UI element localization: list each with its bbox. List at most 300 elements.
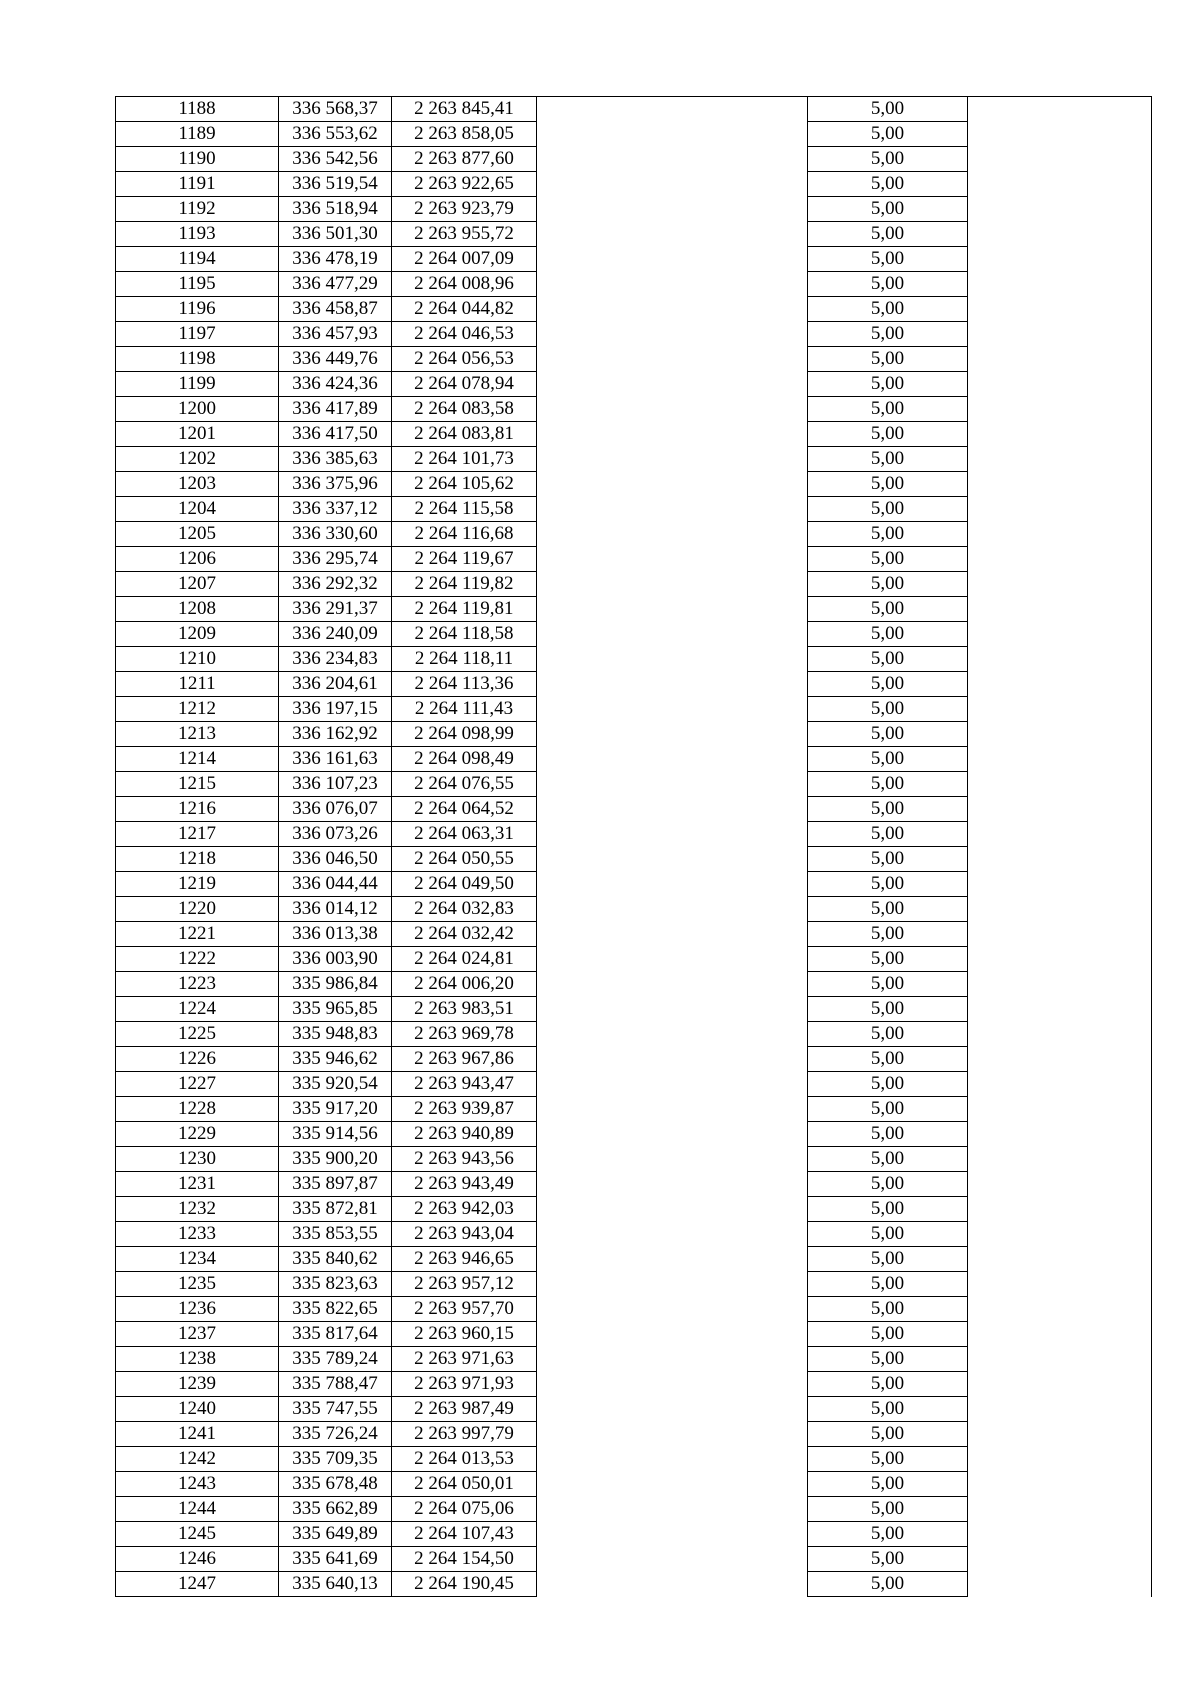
note-cell: [968, 397, 1152, 422]
description-cell: [537, 897, 808, 922]
note-cell: [968, 722, 1152, 747]
x-coordinate-cell: 336 073,26: [279, 822, 392, 847]
note-cell: [968, 522, 1152, 547]
accuracy-cell: 5,00: [808, 1047, 968, 1072]
accuracy-cell: 5,00: [808, 397, 968, 422]
x-coordinate-cell: 336 519,54: [279, 172, 392, 197]
table-row: [116, 1397, 1152, 1422]
y-coordinate-cell: 2 263 960,15: [392, 1322, 537, 1347]
x-coordinate-cell: 336 046,50: [279, 847, 392, 872]
table-row: [116, 1047, 1152, 1072]
table-row: [116, 1322, 1152, 1347]
accuracy-cell: 5,00: [808, 297, 968, 322]
note-cell: [968, 1572, 1152, 1597]
y-coordinate-cell: 2 264 050,01: [392, 1472, 537, 1497]
y-coordinate-cell: 2 264 063,31: [392, 822, 537, 847]
table-row: [116, 1572, 1152, 1597]
y-coordinate-cell: 2 264 024,81: [392, 947, 537, 972]
table-row: [116, 847, 1152, 872]
y-coordinate-cell: 2 264 083,58: [392, 397, 537, 422]
note-cell: [968, 422, 1152, 447]
x-coordinate-cell: 336 375,96: [279, 472, 392, 497]
x-coordinate-cell: 335 872,81: [279, 1197, 392, 1222]
coordinates-table: [115, 96, 1152, 1597]
note-cell: [968, 697, 1152, 722]
description-cell: [537, 697, 808, 722]
y-coordinate-cell: 2 264 007,09: [392, 247, 537, 272]
point-number-cell: 1214: [116, 747, 279, 772]
point-number-cell: 1218: [116, 847, 279, 872]
y-coordinate-cell: 2 263 942,03: [392, 1197, 537, 1222]
table-row: [116, 1072, 1152, 1097]
accuracy-cell: 5,00: [808, 347, 968, 372]
note-cell: [968, 1297, 1152, 1322]
point-number-cell: 1200: [116, 397, 279, 422]
table-row: [116, 1472, 1152, 1497]
description-cell: [537, 522, 808, 547]
table-row: [116, 97, 1152, 122]
accuracy-cell: 5,00: [808, 772, 968, 797]
x-coordinate-cell: 336 449,76: [279, 347, 392, 372]
note-cell: [968, 1147, 1152, 1172]
table-row: [116, 322, 1152, 347]
table-row: [116, 597, 1152, 622]
note-cell: [968, 547, 1152, 572]
note-cell: [968, 1322, 1152, 1347]
accuracy-cell: 5,00: [808, 472, 968, 497]
note-cell: [968, 1172, 1152, 1197]
y-coordinate-cell: 2 264 050,55: [392, 847, 537, 872]
x-coordinate-cell: 335 917,20: [279, 1097, 392, 1122]
table-row: [116, 772, 1152, 797]
table-row: [116, 122, 1152, 147]
x-coordinate-cell: 336 044,44: [279, 872, 392, 897]
table-row: [116, 247, 1152, 272]
point-number-cell: 1215: [116, 772, 279, 797]
y-coordinate-cell: 2 263 957,12: [392, 1272, 537, 1297]
accuracy-cell: 5,00: [808, 1422, 968, 1447]
accuracy-cell: 5,00: [808, 222, 968, 247]
document-page: [115, 96, 1151, 1597]
point-number-cell: 1206: [116, 547, 279, 572]
x-coordinate-cell: 335 789,24: [279, 1347, 392, 1372]
y-coordinate-cell: 2 264 078,94: [392, 372, 537, 397]
y-coordinate-cell: 2 264 049,50: [392, 872, 537, 897]
x-coordinate-cell: 336 162,92: [279, 722, 392, 747]
x-coordinate-cell: 336 292,32: [279, 572, 392, 597]
y-coordinate-cell: 2 263 877,60: [392, 147, 537, 172]
table-row: [116, 497, 1152, 522]
x-coordinate-cell: 335 640,13: [279, 1572, 392, 1597]
y-coordinate-cell: 2 263 957,70: [392, 1297, 537, 1322]
x-coordinate-cell: 335 965,85: [279, 997, 392, 1022]
description-cell: [537, 597, 808, 622]
accuracy-cell: 5,00: [808, 1247, 968, 1272]
description-cell: [537, 322, 808, 347]
accuracy-cell: 5,00: [808, 1447, 968, 1472]
description-cell: [537, 372, 808, 397]
description-cell: [537, 1397, 808, 1422]
table-row: [116, 1022, 1152, 1047]
description-cell: [537, 1222, 808, 1247]
point-number-cell: 1193: [116, 222, 279, 247]
table-row: [116, 397, 1152, 422]
note-cell: [968, 1122, 1152, 1147]
table-row: [116, 1422, 1152, 1447]
table-row: [116, 1447, 1152, 1472]
table-row: [116, 297, 1152, 322]
accuracy-cell: 5,00: [808, 372, 968, 397]
y-coordinate-cell: 2 263 943,04: [392, 1222, 537, 1247]
description-cell: [537, 797, 808, 822]
note-cell: [968, 197, 1152, 222]
accuracy-cell: 5,00: [808, 1497, 968, 1522]
description-cell: [537, 1172, 808, 1197]
description-cell: [537, 1272, 808, 1297]
table-row: [116, 947, 1152, 972]
note-cell: [968, 872, 1152, 897]
y-coordinate-cell: 2 263 955,72: [392, 222, 537, 247]
note-cell: [968, 122, 1152, 147]
description-cell: [537, 422, 808, 447]
point-number-cell: 1228: [116, 1097, 279, 1122]
x-coordinate-cell: 336 014,12: [279, 897, 392, 922]
table-row: [116, 372, 1152, 397]
note-cell: [968, 597, 1152, 622]
note-cell: [968, 1197, 1152, 1222]
description-cell: [537, 1322, 808, 1347]
accuracy-cell: 5,00: [808, 547, 968, 572]
description-cell: [537, 297, 808, 322]
description-cell: [537, 1347, 808, 1372]
description-cell: [537, 1472, 808, 1497]
description-cell: [537, 347, 808, 372]
description-cell: [537, 647, 808, 672]
y-coordinate-cell: 2 264 083,81: [392, 422, 537, 447]
table-row: [116, 622, 1152, 647]
x-coordinate-cell: 335 641,69: [279, 1547, 392, 1572]
accuracy-cell: 5,00: [808, 447, 968, 472]
x-coordinate-cell: 335 840,62: [279, 1247, 392, 1272]
note-cell: [968, 1497, 1152, 1522]
x-coordinate-cell: 335 897,87: [279, 1172, 392, 1197]
description-cell: [537, 1522, 808, 1547]
point-number-cell: 1217: [116, 822, 279, 847]
point-number-cell: 1197: [116, 322, 279, 347]
y-coordinate-cell: 2 264 098,49: [392, 747, 537, 772]
description-cell: [537, 447, 808, 472]
accuracy-cell: 5,00: [808, 197, 968, 222]
accuracy-cell: 5,00: [808, 972, 968, 997]
accuracy-cell: 5,00: [808, 1197, 968, 1222]
accuracy-cell: 5,00: [808, 1072, 968, 1097]
description-cell: [537, 872, 808, 897]
y-coordinate-cell: 2 264 064,52: [392, 797, 537, 822]
x-coordinate-cell: 336 337,12: [279, 497, 392, 522]
y-coordinate-cell: 2 263 983,51: [392, 997, 537, 1022]
table-row: [116, 1547, 1152, 1572]
y-coordinate-cell: 2 264 075,06: [392, 1497, 537, 1522]
y-coordinate-cell: 2 264 056,53: [392, 347, 537, 372]
x-coordinate-cell: 336 013,38: [279, 922, 392, 947]
point-number-cell: 1240: [116, 1397, 279, 1422]
note-cell: [968, 372, 1152, 397]
table-row: [116, 997, 1152, 1022]
accuracy-cell: 5,00: [808, 522, 968, 547]
description-cell: [537, 1122, 808, 1147]
note-cell: [968, 1272, 1152, 1297]
note-cell: [968, 922, 1152, 947]
point-number-cell: 1235: [116, 1272, 279, 1297]
description-cell: [537, 747, 808, 772]
table-row: [116, 922, 1152, 947]
x-coordinate-cell: 336 457,93: [279, 322, 392, 347]
description-cell: [537, 272, 808, 297]
note-cell: [968, 1372, 1152, 1397]
y-coordinate-cell: 2 264 118,58: [392, 622, 537, 647]
accuracy-cell: 5,00: [808, 1147, 968, 1172]
x-coordinate-cell: 336 003,90: [279, 947, 392, 972]
accuracy-cell: 5,00: [808, 1272, 968, 1297]
description-cell: [537, 147, 808, 172]
note-cell: [968, 647, 1152, 672]
x-coordinate-cell: 335 726,24: [279, 1422, 392, 1447]
note-cell: [968, 1047, 1152, 1072]
note-cell: [968, 97, 1152, 122]
x-coordinate-cell: 335 948,83: [279, 1022, 392, 1047]
x-coordinate-cell: 336 161,63: [279, 747, 392, 772]
x-coordinate-cell: 336 330,60: [279, 522, 392, 547]
point-number-cell: 1196: [116, 297, 279, 322]
x-coordinate-cell: 336 295,74: [279, 547, 392, 572]
table-row: [116, 972, 1152, 997]
x-coordinate-cell: 335 900,20: [279, 1147, 392, 1172]
y-coordinate-cell: 2 264 119,82: [392, 572, 537, 597]
point-number-cell: 1242: [116, 1447, 279, 1472]
description-cell: [537, 172, 808, 197]
y-coordinate-cell: 2 264 113,36: [392, 672, 537, 697]
accuracy-cell: 5,00: [808, 272, 968, 297]
point-number-cell: 1224: [116, 997, 279, 1022]
point-number-cell: 1207: [116, 572, 279, 597]
table-row: [116, 472, 1152, 497]
table-row: [116, 1097, 1152, 1122]
y-coordinate-cell: 2 263 939,87: [392, 1097, 537, 1122]
table-row: [116, 1222, 1152, 1247]
point-number-cell: 1241: [116, 1422, 279, 1447]
y-coordinate-cell: 2 264 154,50: [392, 1547, 537, 1572]
table-row: [116, 1147, 1152, 1172]
y-coordinate-cell: 2 263 923,79: [392, 197, 537, 222]
point-number-cell: 1199: [116, 372, 279, 397]
point-number-cell: 1237: [116, 1322, 279, 1347]
note-cell: [968, 322, 1152, 347]
note-cell: [968, 472, 1152, 497]
accuracy-cell: 5,00: [808, 747, 968, 772]
point-number-cell: 1211: [116, 672, 279, 697]
table-row: [116, 747, 1152, 772]
accuracy-cell: 5,00: [808, 1222, 968, 1247]
description-cell: [537, 122, 808, 147]
y-coordinate-cell: 2 264 119,81: [392, 597, 537, 622]
note-cell: [968, 572, 1152, 597]
description-cell: [537, 1197, 808, 1222]
note-cell: [968, 1397, 1152, 1422]
coordinates-table-body: [116, 97, 1152, 1597]
note-cell: [968, 1547, 1152, 1572]
point-number-cell: 1210: [116, 647, 279, 672]
note-cell: [968, 1022, 1152, 1047]
x-coordinate-cell: 335 649,89: [279, 1522, 392, 1547]
note-cell: [968, 897, 1152, 922]
accuracy-cell: 5,00: [808, 697, 968, 722]
table-row: [116, 1172, 1152, 1197]
accuracy-cell: 5,00: [808, 947, 968, 972]
description-cell: [537, 672, 808, 697]
point-number-cell: 1204: [116, 497, 279, 522]
note-cell: [968, 947, 1152, 972]
description-cell: [537, 772, 808, 797]
y-coordinate-cell: 2 264 101,73: [392, 447, 537, 472]
x-coordinate-cell: 336 518,94: [279, 197, 392, 222]
accuracy-cell: 5,00: [808, 622, 968, 647]
x-coordinate-cell: 336 568,37: [279, 97, 392, 122]
point-number-cell: 1192: [116, 197, 279, 222]
accuracy-cell: 5,00: [808, 1297, 968, 1322]
accuracy-cell: 5,00: [808, 897, 968, 922]
x-coordinate-cell: 336 240,09: [279, 622, 392, 647]
table-row: [116, 547, 1152, 572]
accuracy-cell: 5,00: [808, 1547, 968, 1572]
point-number-cell: 1243: [116, 1472, 279, 1497]
y-coordinate-cell: 2 263 845,41: [392, 97, 537, 122]
accuracy-cell: 5,00: [808, 1172, 968, 1197]
y-coordinate-cell: 2 264 032,42: [392, 922, 537, 947]
point-number-cell: 1212: [116, 697, 279, 722]
note-cell: [968, 972, 1152, 997]
table-row: [116, 1122, 1152, 1147]
note-cell: [968, 1472, 1152, 1497]
point-number-cell: 1230: [116, 1147, 279, 1172]
table-row: [116, 1497, 1152, 1522]
y-coordinate-cell: 2 264 119,67: [392, 547, 537, 572]
y-coordinate-cell: 2 264 044,82: [392, 297, 537, 322]
description-cell: [537, 1372, 808, 1397]
description-cell: [537, 972, 808, 997]
x-coordinate-cell: 336 553,62: [279, 122, 392, 147]
x-coordinate-cell: 336 385,63: [279, 447, 392, 472]
x-coordinate-cell: 336 501,30: [279, 222, 392, 247]
point-number-cell: 1201: [116, 422, 279, 447]
table-row: [116, 447, 1152, 472]
description-cell: [537, 1447, 808, 1472]
y-coordinate-cell: 2 263 971,93: [392, 1372, 537, 1397]
y-coordinate-cell: 2 264 116,68: [392, 522, 537, 547]
accuracy-cell: 5,00: [808, 1097, 968, 1122]
description-cell: [537, 722, 808, 747]
x-coordinate-cell: 335 986,84: [279, 972, 392, 997]
accuracy-cell: 5,00: [808, 97, 968, 122]
description-cell: [537, 97, 808, 122]
point-number-cell: 1239: [116, 1372, 279, 1397]
note-cell: [968, 222, 1152, 247]
table-row: [116, 1347, 1152, 1372]
note-cell: [968, 797, 1152, 822]
y-coordinate-cell: 2 263 969,78: [392, 1022, 537, 1047]
y-coordinate-cell: 2 264 118,11: [392, 647, 537, 672]
accuracy-cell: 5,00: [808, 872, 968, 897]
x-coordinate-cell: 336 458,87: [279, 297, 392, 322]
table-row: [116, 272, 1152, 297]
table-row: [116, 347, 1152, 372]
point-number-cell: 1191: [116, 172, 279, 197]
accuracy-cell: 5,00: [808, 572, 968, 597]
table-row: [116, 1522, 1152, 1547]
accuracy-cell: 5,00: [808, 147, 968, 172]
point-number-cell: 1229: [116, 1122, 279, 1147]
accuracy-cell: 5,00: [808, 422, 968, 447]
description-cell: [537, 1072, 808, 1097]
x-coordinate-cell: 336 417,50: [279, 422, 392, 447]
y-coordinate-cell: 2 264 098,99: [392, 722, 537, 747]
description-cell: [537, 997, 808, 1022]
point-number-cell: 1247: [116, 1572, 279, 1597]
accuracy-cell: 5,00: [808, 322, 968, 347]
table-row: [116, 1197, 1152, 1222]
x-coordinate-cell: 335 853,55: [279, 1222, 392, 1247]
y-coordinate-cell: 2 263 946,65: [392, 1247, 537, 1272]
description-cell: [537, 1572, 808, 1597]
point-number-cell: 1205: [116, 522, 279, 547]
note-cell: [968, 1097, 1152, 1122]
accuracy-cell: 5,00: [808, 672, 968, 697]
accuracy-cell: 5,00: [808, 597, 968, 622]
point-number-cell: 1221: [116, 922, 279, 947]
accuracy-cell: 5,00: [808, 172, 968, 197]
point-number-cell: 1244: [116, 1497, 279, 1522]
x-coordinate-cell: 336 478,19: [279, 247, 392, 272]
note-cell: [968, 1072, 1152, 1097]
point-number-cell: 1194: [116, 247, 279, 272]
note-cell: [968, 1422, 1152, 1447]
accuracy-cell: 5,00: [808, 1397, 968, 1422]
accuracy-cell: 5,00: [808, 647, 968, 672]
x-coordinate-cell: 335 788,47: [279, 1372, 392, 1397]
table-row: [116, 822, 1152, 847]
point-number-cell: 1189: [116, 122, 279, 147]
accuracy-cell: 5,00: [808, 247, 968, 272]
description-cell: [537, 922, 808, 947]
table-row: [116, 1297, 1152, 1322]
y-coordinate-cell: 2 264 046,53: [392, 322, 537, 347]
point-number-cell: 1202: [116, 447, 279, 472]
description-cell: [537, 1097, 808, 1122]
x-coordinate-cell: 336 417,89: [279, 397, 392, 422]
accuracy-cell: 5,00: [808, 922, 968, 947]
accuracy-cell: 5,00: [808, 122, 968, 147]
point-number-cell: 1226: [116, 1047, 279, 1072]
note-cell: [968, 1347, 1152, 1372]
point-number-cell: 1208: [116, 597, 279, 622]
table-row: [116, 422, 1152, 447]
x-coordinate-cell: 336 424,36: [279, 372, 392, 397]
accuracy-cell: 5,00: [808, 1322, 968, 1347]
point-number-cell: 1223: [116, 972, 279, 997]
table-row: [116, 697, 1152, 722]
accuracy-cell: 5,00: [808, 722, 968, 747]
description-cell: [537, 222, 808, 247]
y-coordinate-cell: 2 264 032,83: [392, 897, 537, 922]
